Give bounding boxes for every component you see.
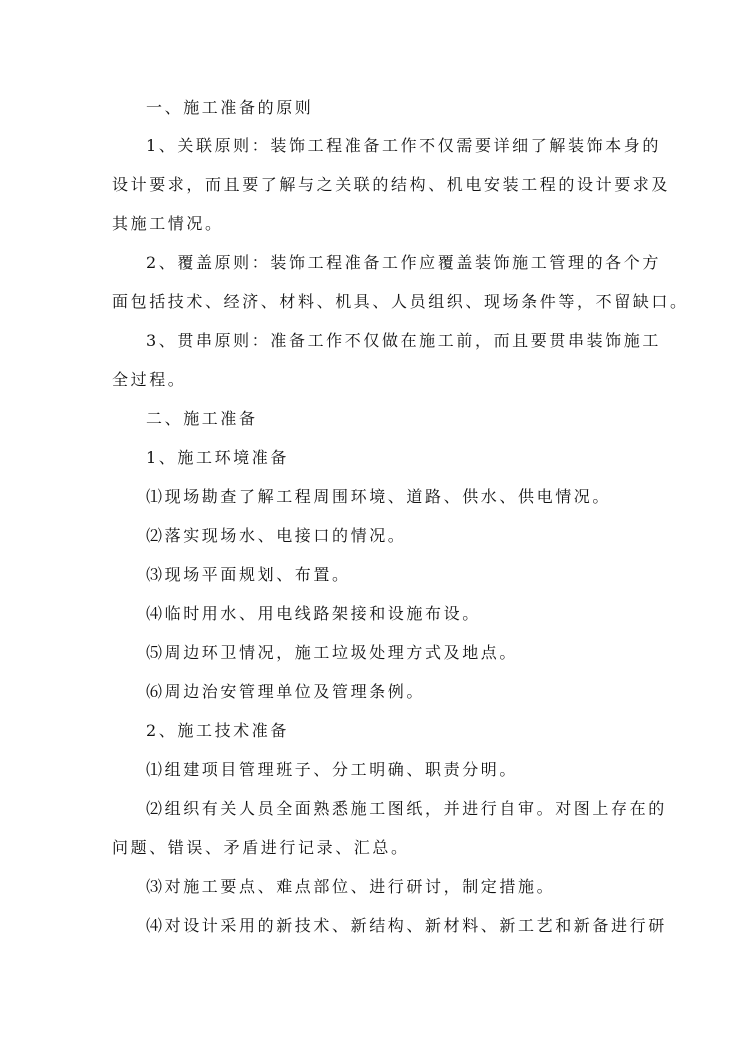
section-heading-principles: 一、施工准备的原则 bbox=[146, 98, 314, 117]
list-item-technical-4-line-1: ⑷对设计采用的新技术、新结构、新材料、新工艺和新备进行研 bbox=[146, 916, 667, 935]
paragraph-throughout-line-1: 3、贯串原则：准备工作不仅做在施工前，而且要贯串装饰施工 bbox=[146, 331, 661, 350]
section-heading-preparation: 二、施工准备 bbox=[146, 409, 258, 428]
list-item-environment-5: ⑸周边环卫情况，施工垃圾处理方式及地点。 bbox=[146, 643, 519, 662]
paragraph-association-line-3: 其施工情况。 bbox=[112, 214, 224, 233]
list-item-environment-1: ⑴现场勘查了解工程周围环境、道路、供水、供电情况。 bbox=[146, 487, 612, 506]
paragraph-throughout-line-2: 全过程。 bbox=[112, 370, 187, 389]
paragraph-association-line-2: 设计要求，而且要了解与之关联的结构、机电安装工程的设计要求及 bbox=[112, 175, 671, 194]
paragraph-association-line-1: 1、关联原则：装饰工程准备工作不仅需要详细了解装饰本身的 bbox=[146, 136, 661, 155]
list-item-environment-4: ⑷临时用水、用电线路架接和设施布设。 bbox=[146, 604, 481, 623]
list-item-environment-3: ⑶现场平面规划、布置。 bbox=[146, 565, 351, 584]
list-item-technical-2-line-2: 问题、错误、矛盾进行记录、汇总。 bbox=[112, 838, 410, 857]
subheading-technical: 2、施工技术准备 bbox=[146, 721, 289, 740]
paragraph-coverage-line-1: 2、覆盖原则：装饰工程准备工作应覆盖装饰施工管理的各个方 bbox=[146, 253, 661, 272]
paragraph-coverage-line-2: 面包括技术、经济、材料、机具、人员组织、现场条件等，不留缺口。 bbox=[112, 292, 689, 311]
list-item-environment-6: ⑹周边治安管理单位及管理条例。 bbox=[146, 682, 426, 701]
list-item-technical-1: ⑴组建项目管理班子、分工明确、职责分明。 bbox=[146, 760, 519, 779]
list-item-technical-3: ⑶对施工要点、难点部位、进行研讨，制定措施。 bbox=[146, 877, 556, 896]
list-item-technical-2-line-1: ⑵组织有关人员全面熟悉施工图纸，并进行自审。对图上存在的 bbox=[146, 799, 667, 818]
subheading-environment: 1、施工环境准备 bbox=[146, 448, 289, 467]
list-item-environment-2: ⑵落实现场水、电接口的情况。 bbox=[146, 526, 407, 545]
